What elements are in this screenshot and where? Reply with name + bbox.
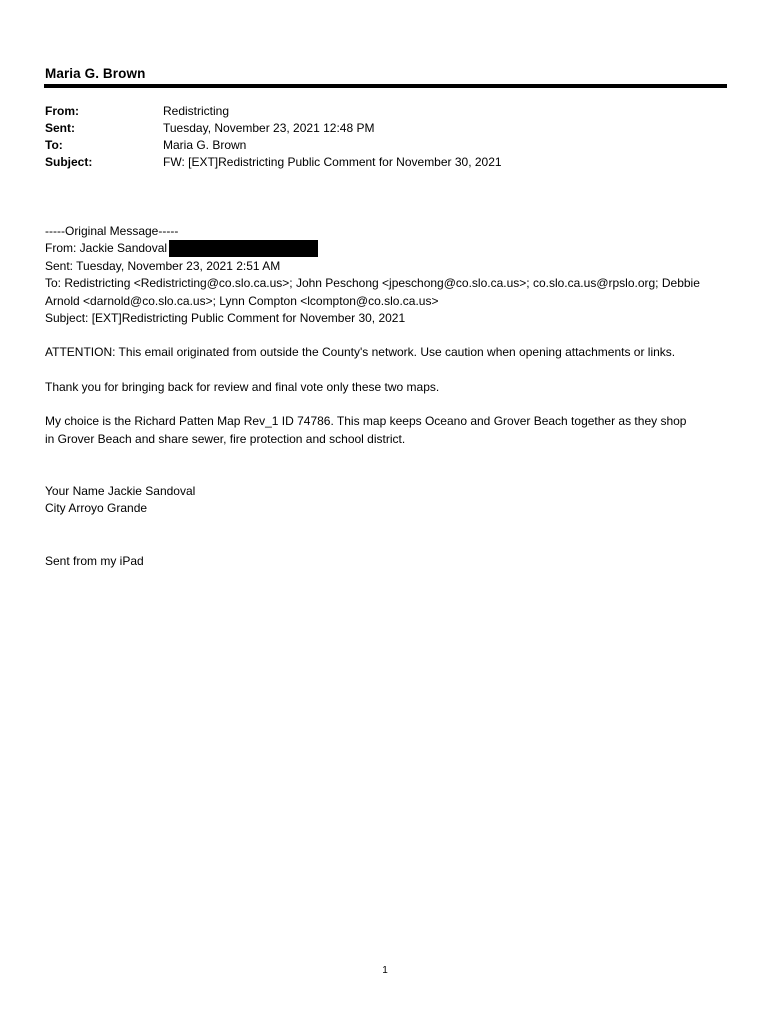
page-number: 1: [382, 965, 388, 976]
original-to-line-2: Arnold <darnold@co.slo.ca.us>; Lynn Compton <lcompton@co.slo.ca.us>: [45, 293, 439, 308]
signature-name: Your Name Jackie Sandoval: [45, 484, 196, 499]
choice-line-1: My choice is the Richard Patten Map Rev_1 ID 74786. This map keeps Oceano and Grover Beach together as they shop: [45, 414, 687, 429]
header-value-to: Maria G. Brown: [163, 138, 247, 152]
header-label-from: From:: [45, 104, 79, 118]
header-row-to: [45, 137, 502, 154]
title-divider: [44, 84, 727, 88]
signature-city: City Arroyo Grande: [45, 501, 148, 516]
thanks-paragraph: Thank you for bringing back for review and final vote only these two maps.: [45, 379, 440, 394]
spacer: [45, 518, 735, 553]
original-from-text: From: Jackie Sandoval: [45, 241, 168, 256]
original-subject-line: Subject: [EXT]Redistricting Public Comment for November 30, 2021: [45, 311, 406, 326]
spacer: [45, 327, 735, 344]
header-label-sent: Sent:: [45, 121, 75, 135]
header-row-from: [45, 103, 502, 120]
header-value-sent: Tuesday, November 23, 2021 12:48 PM: [163, 121, 375, 135]
original-to-line-1: To: Redistricting <Redistricting@co.slo.ca.us>; John Peschong <jpeschong@co.slo.ca.us>; co.slo.ca.us@rpslo.org; Debbie: [45, 276, 700, 291]
page-title: Maria G. Brown: [45, 66, 146, 81]
original-sent-line: Sent: Tuesday, November 23, 2021 2:51 AM: [45, 258, 281, 273]
header-value-subject: FW: [EXT]Redistricting Public Comment for November 30, 2021: [163, 155, 502, 169]
original-from-line: [45, 240, 735, 257]
choice-line-2: in Grover Beach and share sewer, fire protection and school district.: [45, 431, 406, 446]
header-value-from: Redistricting: [163, 104, 230, 118]
header-row-sent: [45, 120, 502, 137]
header-label-subject: Subject:: [45, 155, 93, 169]
header-label-to: To:: [45, 138, 63, 152]
email-header: [45, 103, 502, 171]
redaction-block: [169, 240, 318, 257]
sent-from-line: Sent from my iPad: [45, 553, 144, 568]
original-message-separator: -----Original Message-----: [45, 224, 179, 238]
spacer: [45, 396, 735, 413]
header-row-subject: [45, 154, 502, 171]
email-body: [45, 223, 735, 570]
spacer: [45, 362, 735, 379]
spacer: [45, 448, 735, 483]
attention-notice: ATTENTION: This email originated from outside the County's network. Use caution when opening attachments or links.: [45, 345, 676, 360]
